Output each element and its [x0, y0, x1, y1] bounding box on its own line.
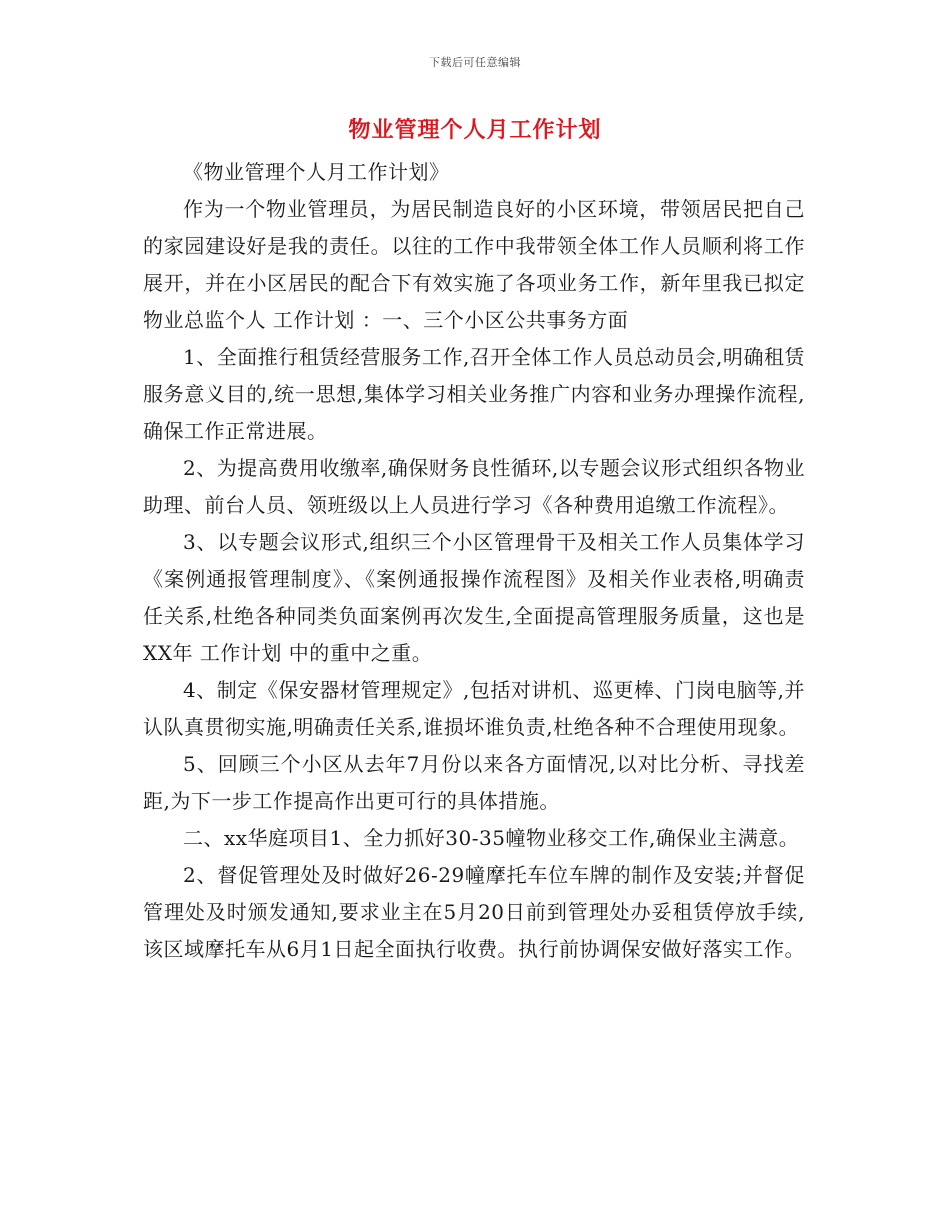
paragraph-doc-name: 《物业管理个人月工作计划》 — [183, 160, 450, 184]
header-note: 下载后可任意编辑 — [429, 56, 521, 69]
paragraph-intro: 作为一个物业管理员，为居民制造良好的小区环境，带领居民把自己的家园建设好是我的责任。以往的工作中我带领全体工作人员顺利将工作展开，并在小区居民的配合下有效实施了各项业务工作，新年里我已拟定物业总监个人 工作计划 ：一、三个小区公共事务方面 — [143, 197, 805, 332]
paragraph-item-2: 2、为提高费用收缴率,确保财务良性循环,以专题会议形式组织各物业助理、前台人员、领班级以上人员进行学习《各种费用追缴工作流程》。 — [143, 456, 805, 517]
paragraph-section-2-item-2: 2、督促管理处及时做好26-29幢摩托车位车牌的制作及安装;并督促管理处及时颁发通知,要求业主在5月20日前到管理处办妥租赁停放手续,该区域摩托车从6月1日起全面执行收费。执行前协调保安做好落实工作。 — [143, 863, 805, 961]
document-body — [143, 154, 805, 968]
paragraph-item-5: 5、回顾三个小区从去年7月份以来各方面情况,以对比分析、寻找差距,为下一步工作提高作出更可行的具体措施。 — [143, 752, 805, 813]
document-title: 物业管理个人月工作计划 — [348, 117, 602, 143]
paragraph-item-4: 4、制定《保安器材管理规定》,包括对讲机、巡更棒、门岗电脑等,并认队真贯彻实施,明确责任关系,谁损坏谁负责,杜绝各种不合理使用现象。 — [143, 678, 805, 739]
paragraph-section-2: 二、xx华庭项目1、全力抓好30-35幢物业移交工作,确保业主满意。 — [183, 826, 800, 850]
paragraph-item-3: 3、以专题会议形式,组织三个小区管理骨干及相关工作人员集体学习《案例通报管理制度》、《案例通报操作流程图》及相关作业表格,明确责任关系,杜绝各种同类负面案例再次发生,全面提高管理服务质量，这也是XX年 工作计划 中的重中之重。 — [143, 530, 805, 665]
paragraph-item-1: 1、全面推行租赁经营服务工作,召开全体工作人员总动员会,明确租赁服务意义目的,统一思想,集体学习相关业务推广内容和业务办理操作流程,确保工作正常进展。 — [143, 345, 805, 443]
